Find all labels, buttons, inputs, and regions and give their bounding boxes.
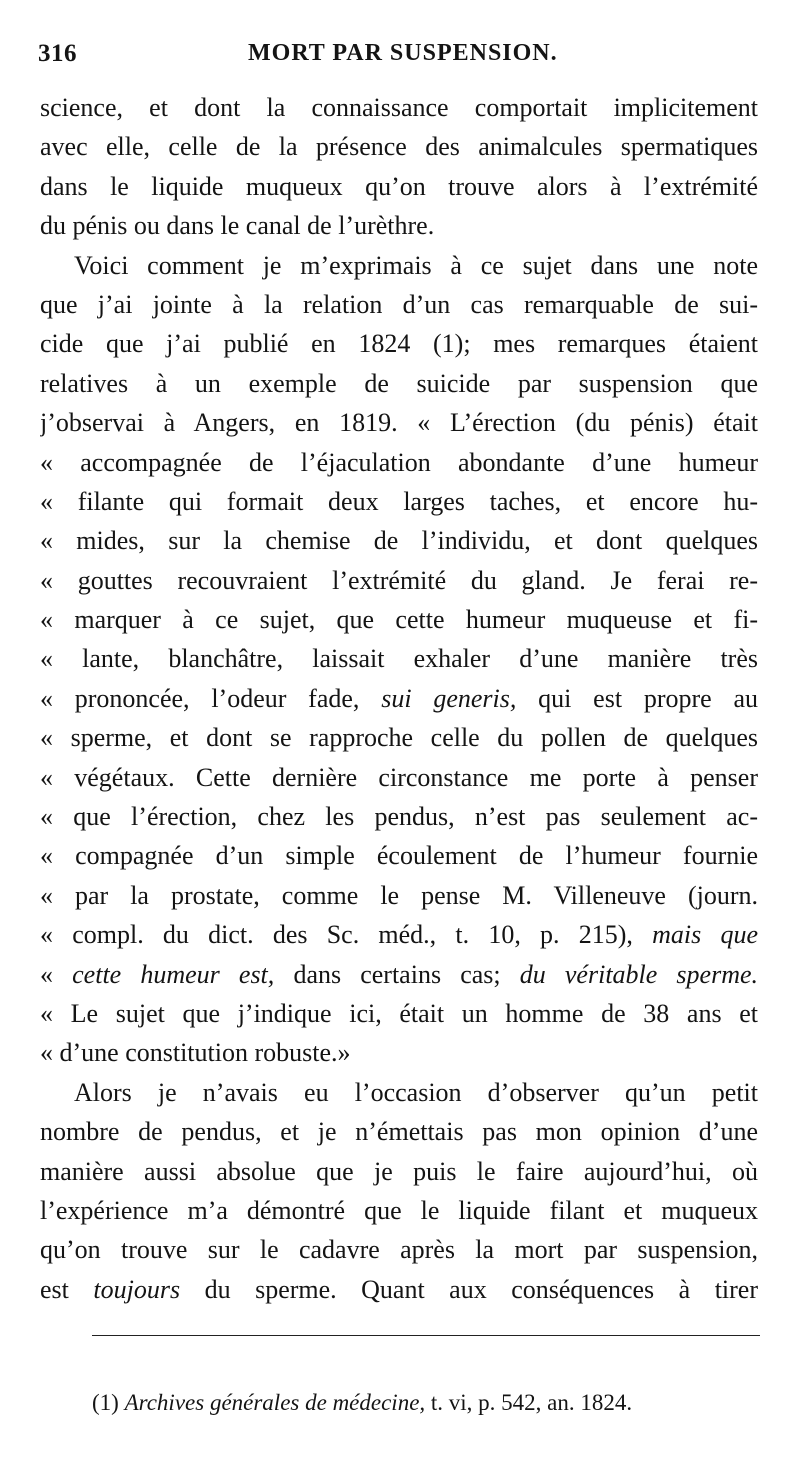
- text-line: qu’on trouve sur le cadavre après la mort par suspension,: [40, 1235, 758, 1265]
- body-text: [40, 88, 758, 1309]
- running-title: MORT PAR SUSPENSION.: [248, 40, 558, 66]
- text-line: relatives à un exemple de suicide par suspension que: [40, 368, 758, 398]
- text-line: j’observai à Angers, en 1819. « L’érection (du pénis) était: [40, 408, 758, 438]
- text-line: « gouttes recouvraient l’extrémité du gland. Je ferai re-: [40, 565, 758, 595]
- text-line: avec elle, celle de la présence des animalcules spermatiques: [40, 132, 758, 162]
- text-line: « marquer à ce sujet, que cette humeur muqueuse et fi-: [40, 605, 758, 635]
- footnote-rule: [92, 1335, 760, 1336]
- text-line: [40, 679, 758, 718]
- text-line: que j’ai jointe à la relation d’un cas remarquable de sui-: [40, 289, 758, 319]
- text-line: manière aussi absolue que je puis le faire aujourd’hui, où: [40, 1156, 758, 1186]
- text-line: « accompagnée de l’éjaculation abondante d’une humeur: [40, 447, 758, 477]
- footnote-marker: (1): [92, 1390, 119, 1415]
- text-line: dans le liquide muqueux qu’on trouve alors à l’extrémité: [40, 171, 758, 201]
- text-line: Alors je n’avais eu l’occasion d’observer qu’un petit: [74, 1077, 758, 1107]
- footnote-source: Archives générales de médecine,: [124, 1390, 426, 1415]
- italic-phrase: mais que: [652, 920, 758, 950]
- text-segment: du sperme. Quant aux conséquences à tirer: [204, 1274, 758, 1304]
- text-line: science, et dont la connaissance comportait implicitement: [40, 93, 758, 122]
- text-line: « sperme, et dont se rapproche celle du pollen de quelques: [40, 723, 758, 753]
- text-segment: « prononcée, l’odeur fade,: [40, 683, 360, 713]
- text-line: cide que j’ai publié en 1824 (1); mes remarques étaient: [40, 329, 758, 359]
- page-header: [38, 38, 758, 78]
- text-segment: qui est propre au: [538, 683, 758, 713]
- footnote: [92, 1388, 772, 1418]
- text-segment: « compl. du dict. des Sc. méd., t. 10, p. 215),: [40, 920, 633, 950]
- text-line: [40, 955, 758, 994]
- text-line: « compagnée d’un simple écoulement de l’humeur fournie: [40, 841, 758, 871]
- text-line: « végétaux. Cette dernière circonstance me porte à penser: [40, 762, 758, 792]
- text-line: « que l’érection, chez les pendus, n’est pas seulement ac-: [40, 802, 758, 832]
- italic-phrase: cette humeur est,: [72, 959, 275, 989]
- text-segment: dans certains cas;: [293, 959, 501, 989]
- text-segment: est: [40, 1274, 69, 1304]
- text-line: « Le sujet que j’indique ici, était un homme de 38 ans et: [40, 998, 758, 1028]
- italic-phrase: sui generis,: [381, 683, 517, 713]
- text-line: « par la prostate, comme le pense M. Villeneuve (journ.: [40, 880, 758, 910]
- text-line: [40, 915, 758, 954]
- italic-phrase: toujours: [93, 1274, 181, 1304]
- text-line: « filante qui formait deux larges taches, et encore hu-: [40, 486, 758, 516]
- text-line: « d’une constitution robuste.»: [40, 1038, 351, 1068]
- text-segment: «: [40, 959, 53, 989]
- text-line: Voici comment je m’exprimais à ce sujet dans une note: [74, 250, 758, 280]
- italic-phrase: du véritable sperme.: [519, 959, 758, 989]
- page-number: 316: [38, 40, 77, 67]
- text-line: [40, 1270, 758, 1309]
- footnote-citation: t. vi, p. 542, an. 1824.: [430, 1390, 633, 1415]
- text-line: l’expérience m’a démontré que le liquide filant et muqueux: [40, 1195, 758, 1225]
- text-line: « lante, blanchâtre, laissait exhaler d’une manière très: [40, 644, 758, 674]
- text-line: nombre de pendus, et je n’émettais pas mon opinion d’une: [40, 1117, 758, 1147]
- text-line: « mides, sur la chemise de l’individu, et dont quelques: [40, 526, 758, 556]
- text-line: du pénis ou dans le canal de l’urèthre.: [40, 211, 435, 241]
